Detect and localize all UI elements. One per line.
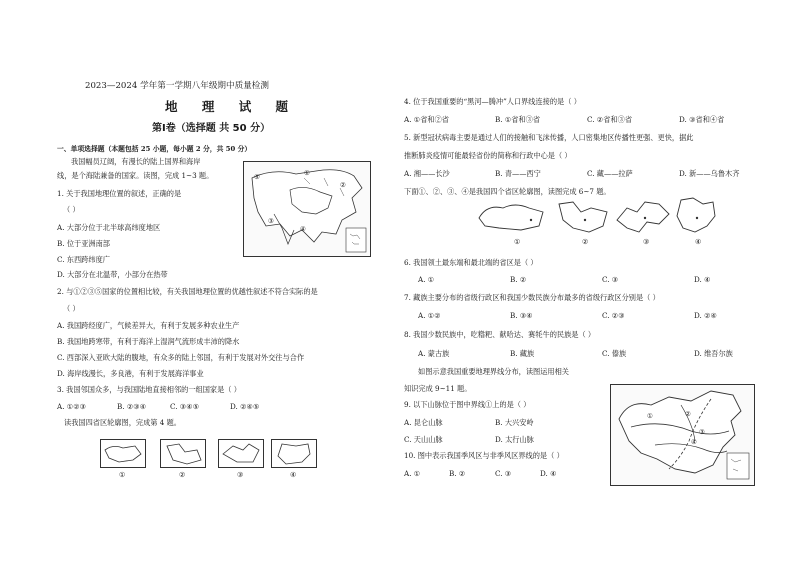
q9-option-b[interactable]: B. 大兴安岭	[495, 418, 534, 427]
china-boundary-map	[610, 384, 755, 486]
q9-option-c[interactable]: C. 天山山脉	[404, 435, 443, 444]
q10-stem: 10. 图中表示我国季风区与非季风区界线的是（ ）	[404, 451, 564, 460]
province-outline-3	[615, 198, 673, 236]
china-map-drawing	[611, 385, 754, 485]
q6-stem: 6. 我国领土最东端和最北端的省区是（ ）	[404, 258, 538, 267]
q5-option-c[interactable]: C. 藏——拉萨	[587, 169, 633, 178]
q5-option-a[interactable]: A. 湘——长沙	[404, 169, 450, 178]
china-map-marker: ④	[691, 438, 697, 446]
china-map-marker: ②	[685, 410, 691, 418]
q1-option-a[interactable]: A. 大部分位于北半球高纬度地区	[57, 223, 161, 232]
q10-option-d[interactable]: D. ④	[540, 469, 557, 478]
q4-option-d[interactable]: D. ③省和④省	[679, 115, 725, 124]
outline-label: ④	[695, 237, 702, 246]
intro-line: 我国幅员辽阔，有漫长的陆上国界和海岸	[71, 157, 201, 166]
province-thumb-3	[218, 439, 264, 468]
q5-stem-cont: 推断肺炎疫情可能最轻省份的简称和行政中心是（ ）	[404, 151, 572, 160]
q10-option-a[interactable]: A. ①	[404, 469, 421, 478]
q5-option-b[interactable]: B. 青——西宁	[495, 169, 541, 178]
q911-intro: 如图示意我国重要地理界线分布，读图运用相关	[418, 367, 569, 376]
q3-option-b[interactable]: B. ②③④	[117, 402, 147, 411]
asia-map	[243, 161, 371, 257]
province-shape	[219, 440, 263, 467]
q4-stem: 4. 位于我国重要的“黑河—腾冲”人口界线连接的是（ ）	[404, 97, 581, 106]
q2-option-d[interactable]: D. 海岸线漫长，多良港，有利于发展海洋事业	[57, 369, 204, 378]
q4-option-a[interactable]: A. ①省和②省	[404, 115, 449, 124]
q8-option-a[interactable]: A. 蒙古族	[418, 349, 450, 358]
province-thumb-1	[100, 439, 146, 468]
q7-option-a[interactable]: A. ①②	[418, 311, 441, 320]
q1-option-c[interactable]: C. 东西跨纬度广	[57, 255, 110, 264]
thumb-label: ①	[119, 470, 126, 479]
q3-option-a[interactable]: A. ①②③	[57, 402, 87, 411]
intro-line: 线，是个海陆兼备的国家。读图，完成 1~3 题。	[57, 171, 214, 180]
q67-intro: 下面①、②、③、④是我国四个省区轮廓图，读图完成 6~7 题。	[404, 187, 611, 196]
q3-option-d[interactable]: D. ②④⑤	[230, 402, 260, 411]
q4-option-b[interactable]: B. ①省和③省	[495, 115, 541, 124]
q1-stem: 1. 关于我国地理位置的叙述，正确的是	[57, 189, 182, 198]
q8-option-d[interactable]: D. 维吾尔族	[694, 349, 733, 358]
q2-option-a[interactable]: A. 我国跨经度广，气候差异大，有利于发展多种农业生产	[57, 321, 240, 330]
thumb-label: ④	[290, 470, 297, 479]
q2-stem: 2. 与①②③⑤国家的位置相比较，有关我国地理位置的优越性叙述不符合实际的是	[57, 287, 318, 296]
subject-title: 地 理 试 题	[165, 99, 299, 114]
province-shape	[101, 440, 145, 467]
q8-option-b[interactable]: B. 藏族	[510, 349, 535, 358]
province-shape	[272, 440, 316, 467]
province-outline-4	[673, 196, 719, 236]
province-outline-1	[477, 200, 547, 234]
q9-option-a[interactable]: A. 昆仑山脉	[404, 418, 443, 427]
q7-stem: 7. 藏族主要分布的省级行政区和我国少数民族分布最多的省级行政区分别是（ ）	[404, 293, 660, 302]
province-thumb-2	[160, 439, 206, 468]
section-heading: 一、单项选择题（本题包括 25 小题，每小题 2 分，共 50 分）	[57, 145, 252, 153]
map-marker: ⑤	[254, 173, 260, 181]
map-marker: ①	[304, 169, 310, 177]
q7-option-c[interactable]: C. ②③	[602, 311, 625, 320]
q1-option-b[interactable]: B. 位于亚洲南部	[57, 239, 110, 248]
province-outline-2	[555, 198, 613, 236]
q6-option-a[interactable]: A. ①	[418, 275, 435, 284]
q7-option-d[interactable]: D. ②④	[694, 311, 717, 320]
q5-option-d[interactable]: D. 新——乌鲁木齐	[679, 169, 740, 178]
outline-label: ①	[514, 237, 521, 246]
q8-option-c[interactable]: C. 傣族	[602, 349, 627, 358]
q4-intro: 读我国四省区轮廓图，完成第 4 题。	[64, 418, 181, 427]
q2-option-c[interactable]: C. 西部深入亚欧大陆的腹地，有众多的陆上邻国，有利于发展对外交往与合作	[57, 353, 305, 362]
q1-stem-bracket: （ ）	[63, 205, 80, 214]
q3-stem: 3. 我国邻国众多，与我国陆地直接相邻的一组国家是（ ）	[57, 385, 241, 394]
q2-stem-bracket: （ ）	[63, 304, 80, 313]
thumb-label: ③	[237, 470, 244, 479]
china-map-marker: ①	[647, 412, 653, 420]
q9-stem: 9. 以下山脉位于图中界线①上的是（ ）	[404, 400, 531, 409]
q5-stem: 5. 新型冠状病毒主要是通过人们的接触和飞沫传播，人口密集地区传播性更强、更快，据此	[404, 133, 694, 142]
china-map-marker: ③	[699, 428, 705, 436]
q6-option-b[interactable]: B. ②	[510, 275, 527, 284]
section-title: 第Ⅰ卷（选择题 共 50 分）	[152, 123, 271, 134]
q4-option-c[interactable]: C. ②省和③省	[587, 115, 633, 124]
outline-label: ②	[582, 237, 589, 246]
province-shape	[161, 440, 205, 467]
q9-option-d[interactable]: D. 太行山脉	[495, 435, 534, 444]
q7-option-b[interactable]: B. ③④	[510, 311, 533, 320]
outline-label: ③	[643, 237, 650, 246]
q6-option-d[interactable]: D. ④	[694, 275, 711, 284]
q911-intro-cont: 知识完成 9~11 题。	[404, 384, 472, 393]
q6-option-c[interactable]: C. ③	[602, 275, 619, 284]
thumb-label: ②	[179, 470, 186, 479]
map-marker: ④	[300, 225, 306, 233]
q2-option-b[interactable]: B. 我国地跨寒带，有利于海洋上湿润气流形成丰沛的降水	[57, 337, 240, 346]
q3-option-c[interactable]: C. ③④⑤	[170, 402, 200, 411]
province-thumb-4	[271, 439, 317, 468]
q1-option-d[interactable]: D. 大部分在北温带，小部分在热带	[57, 270, 168, 279]
map-marker: ③	[268, 217, 274, 225]
q10-option-c[interactable]: C. ③	[495, 469, 512, 478]
map-marker: ②	[340, 181, 346, 189]
q8-stem: 8. 我国少数民族中，吃糌粑、献哈达、赛牦牛的民族是（ ）	[404, 330, 596, 339]
exam-title: 2023—2024 学年第一学期八年级期中质量检测	[85, 81, 269, 91]
q10-option-b[interactable]: B. ②	[449, 469, 466, 478]
